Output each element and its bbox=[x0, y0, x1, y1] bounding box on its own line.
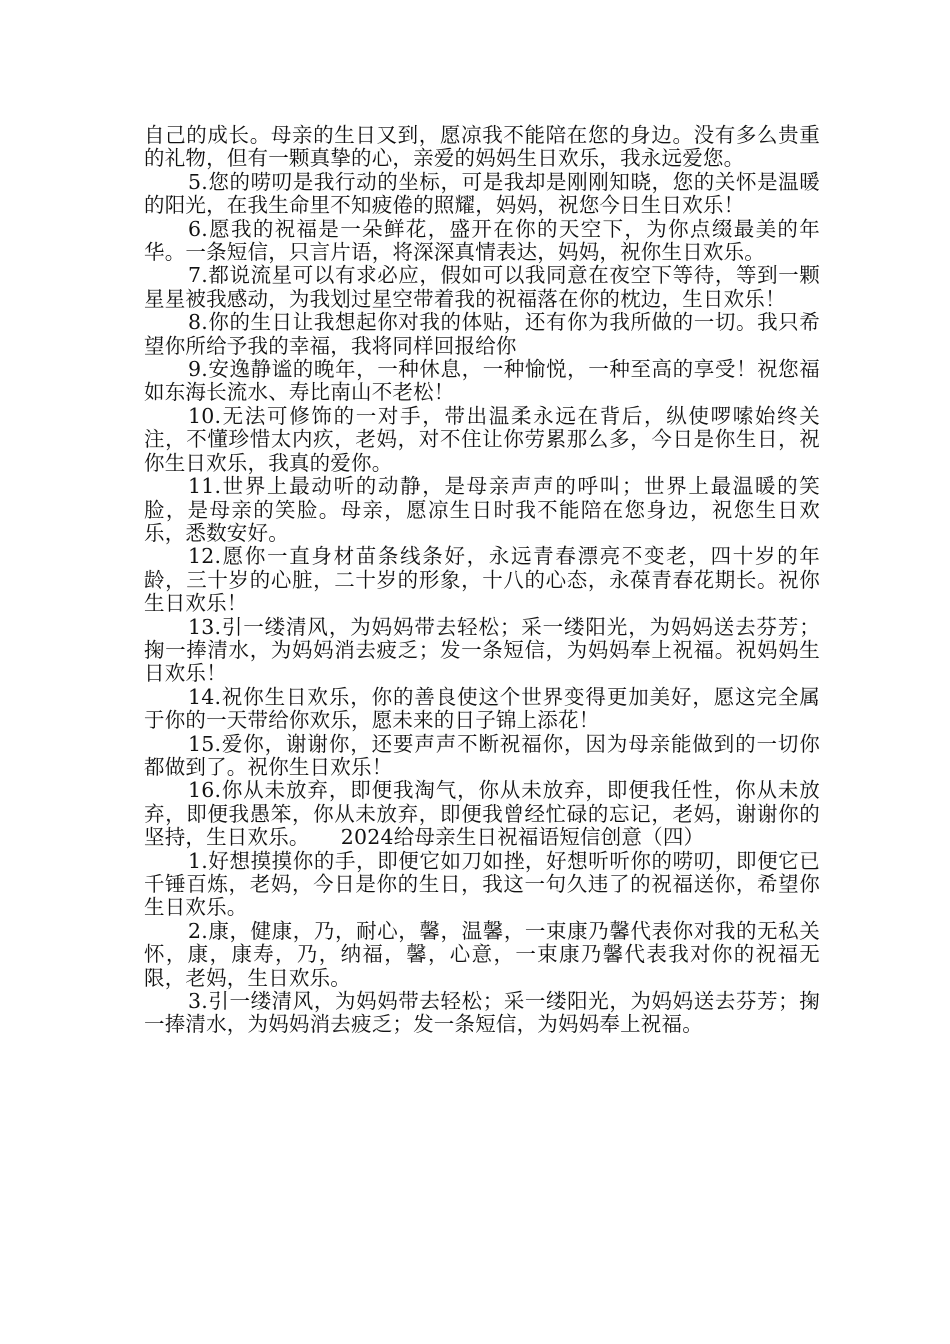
paragraph: 2.康，健康，乃，耐心，馨，温馨，一束康乃馨代表你对我的无私关怀，康，康寿，乃，纳福，馨，心意，一束康乃馨代表我对你的祝福无限，老妈，生日欢乐。 bbox=[144, 918, 820, 990]
paragraph: 6.愿我的祝福是一朵鲜花，盛开在你的天空下，为你点缀最美的年华。一条短信，只言片语，将深深真情表达，妈妈，祝你生日欢乐。 bbox=[144, 216, 820, 265]
paragraph: 8.你的生日让我想起你对我的体贴，还有你为我所做的一切。我只希望你所给予我的幸福，我将同样回报给你 bbox=[144, 310, 820, 358]
paragraph: 15.爱你，谢谢你，还要声声不断祝福你，因为母亲能做到的一切你都做到了。祝你生日欢乐！ bbox=[144, 731, 820, 779]
paragraph: 13.引一缕清风，为妈妈带去轻松；采一缕阳光，为妈妈送去芬芳；掬一捧清水，为妈妈消去疲乏；发一条短信，为妈妈奉上祝福。祝妈妈生日欢乐！ bbox=[144, 614, 820, 686]
paragraph: 12.愿你一直身材苗条线条好，永远青春漂亮不变老，四十岁的年龄，三十岁的心脏，二十岁的形象，十八的心态，永葆青春花期长。祝你生日欢乐！ bbox=[144, 544, 820, 616]
paragraph: 10.无法可修饰的一对手，带出温柔永远在背后，纵使啰嗦始终关注，不懂珍惜太内疚，老妈，对不住让你劳累那么多，今日是你生日，祝你生日欢乐，我真的爱你。 bbox=[144, 403, 820, 475]
document-body bbox=[144, 124, 820, 1037]
paragraph: 9.安逸静谧的晚年，一种休息，一种愉悦，一种至高的享受！祝您福如东海长流水、寿比南山不老松！ bbox=[144, 357, 820, 405]
paragraph: 1.好想摸摸你的手，即便它如刀如挫，好想听听你的唠叨，即便它已千锤百炼，老妈，今日是你的生日，我这一句久违了的祝福送你，希望你生日欢乐。 bbox=[144, 848, 820, 920]
paragraph: 5.您的唠叨是我行动的坐标，可是我却是刚刚知晓，您的关怀是温暖的阳光，在我生命里不知疲倦的照耀，妈妈，祝您今日生日欢乐！ bbox=[144, 169, 820, 218]
paragraph: 7.都说流星可以有求必应，假如可以我同意在夜空下等待，等到一颗星星被我感动，为我划过星空带着我的祝福落在你的枕边，生日欢乐！ bbox=[144, 263, 820, 311]
paragraph: 14.祝你生日欢乐，你的善良使这个世界变得更加美好，愿这完全属于你的一天带给你欢乐，愿未来的日子锦上添花！ bbox=[144, 684, 820, 733]
paragraph: 3.引一缕清风，为妈妈带去轻松；采一缕阳光，为妈妈送去芬芳；掬一捧清水，为妈妈消去疲乏；发一条短信，为妈妈奉上祝福。 bbox=[144, 989, 820, 1037]
paragraph: 16.你从未放弃，即便我淘气，你从未放弃，即便我任性，你从未放弃，即便我愚笨，你从未放弃，即便我曾经忙碌的忘记，老妈，谢谢你的坚持，生日欢乐。 2024给母亲生日祝福语短信创意（四） bbox=[144, 778, 820, 850]
paragraph: 11.世界上最动听的动静，是母亲声声的呼叫；世界上最温暖的笑脸，是母亲的笑脸。母亲，愿凉生日时我不能陪在您身边，祝您生日欢乐，悉数安好。 bbox=[144, 474, 820, 545]
paragraph: 自己的成长。母亲的生日又到，愿凉我不能陪在您的身边。没有多么贵重的礼物，但有一颗真挚的心，亲爱的妈妈生日欢乐，我永远爱您。 bbox=[144, 123, 820, 171]
